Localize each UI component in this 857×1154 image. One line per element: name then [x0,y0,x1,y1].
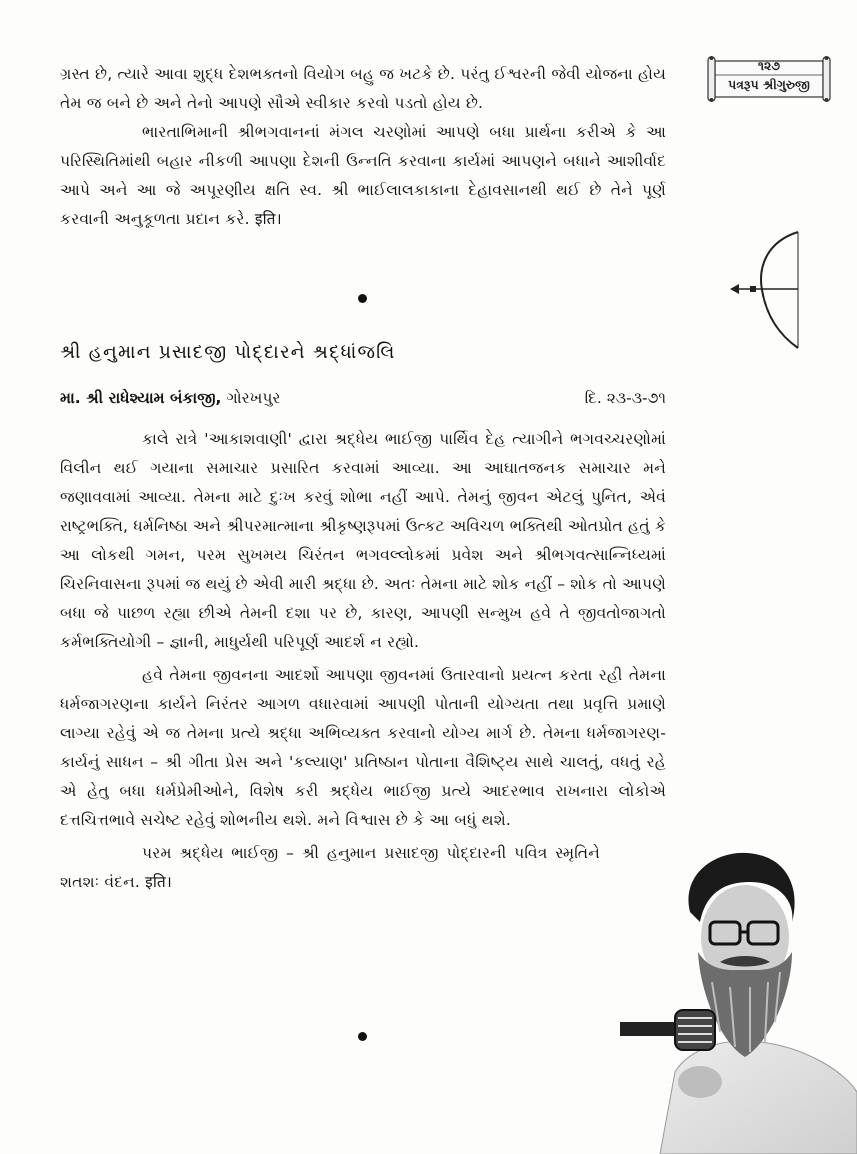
author-name: મા. શ્રી રાધેશ્યામ બંકાજી, [60,389,222,407]
continued-section [60,60,666,234]
guruji-photo [620,842,857,1154]
article-paragraph: હવે તેમના જીવનના આદર્શો આપણા જીવનમાં ઉતારવાનો પ્રયત્ન કરતા રહી તેમના ધર્મજાગરણના કાર્યને નિરંતર આગળ વધારવામાં આપણી પોતાની યોગ્યતા તથા પ્રવૃત્તિ પ્રમાણે લાગ્યા રહેવું એ જ તેમના પ્રત્યે શ્રદ્ધા અભિવ્યક્ત કરવાનો યોગ્ય માર્ગ છે. તેમના ધર્મજાગરણ-કાર્યનું સાધન – શ્રી ગીતા પ્રેસ અને 'કલ્યાણ' પ્રતિષ્ઠાન પોતાના વૈશિષ્ટ્ય સાથે ચાલતું, વધતું રહે એ હેતુ બધા ધર્મપ્રેમીઓને, વિશેષ કરી શ્રદ્ધેય ભાઈજી પ્રત્યે આદરભાવ રાખનારા લોકોએ દત્તચિત્તભાવે સચેષ્ટ રહેવું શોભનીય થશે. મને વિશ્વાસ છે કે આ બધું થશે. [60,666,666,829]
book-title: પત્રરૂપ શ્રીગુરુજી [728,77,810,92]
author-line [60,389,280,408]
prayer-paragraph: ભારતાભિમાની શ્રીભગવાનનાં મંગલ ચરણોમાં આપણે બધા પ્રાર્થના કરીએ કે આ પરિસ્થિતિમાંથી બહાર નીકળી આપણા દેશની ઉન્નતિ કરવાના કાર્યમાં આપણને બધાને આશીર્વાદ આપે અને આ જે અપૂરણીય ક્ષતિ સ્વ. શ્રી ભાઈલાલકાકાના દેહાવસાનથી થઈ છે તેને પૂર્ણ કરવાની અનુકૂળતા પ્રદાન કરે. इति। [60,123,666,228]
article-title: શ્રી હનુમાન પ્રસાદજી પોદ્દારને શ્રદ્ધાંજલિ [60,342,396,363]
continued-paragraph: ગ્રસ્ત છે, ત્યારે આવા શુદ્ધ દેશભક્તનો વિયોગ બહુ જ ખટકે છે. પરંતુ ઈશ્વરની જેવી યોજના હોય તેમ જ બને છે અને તેનો આપણે સૌએ સ્વીકાર કરવો પડતો હોય છે. [60,65,666,112]
section-divider-bullet [358,294,367,303]
page-number: ૧૨૭ [757,58,781,73]
page-badge [705,55,833,103]
article-paragraph: પરમ શ્રદ્ધેય ભાઈજી – શ્રી હનુમાન પ્રસાદજી પોદ્દારની પવિત્ર સ્મૃતિને શતશઃ વંદન. इति। [60,844,600,891]
letter-date: દિ. ૨૩-૩-૭૧ [584,389,666,407]
bow-arrow-icon [726,228,806,352]
article-body [60,425,666,897]
author-place: ગોરખપુર [226,389,281,407]
end-bullet [358,1032,367,1041]
article-paragraph: કાલે રાત્રે 'આકાશવાણી' દ્વારા શ્રદ્ધેય ભાઈજી પાર્થિવ દેહ ત્યાગીને ભગવચ્ચરણોમાં વિલીન થઈ ગયાના સમાચાર પ્રસારિત કરવામાં આવ્યા. આ આઘાતજનક સમાચાર મને જણાવવામાં આવ્યા. તેમના માટે દુઃખ કરવું શોભા નહીં આપે. તેમનું જીવન એટલું પુનિત, એવં રાષ્ટ્રભક્તિ, ધર્મનિષ્ઠા અને શ્રીપરમાત્માના શ્રીકૃષ્ણરૂપમાં ઉત્કટ અવિચળ ભક્તિથી ઓતપ્રોત હતું કે આ લોકથી ગમન, પરમ સુખમય ચિરંતન ભગવલ્લોકમાં પ્રવેશ અને શ્રીભગવત્સાન્નિધ્યમાં ચિરનિવાસના રૂપમાં જ થયું છે એવી મારી શ્રદ્ધા છે. અતઃ તેમના માટે શોક નહીં – શોક તો આપણે બધા જે પાછળ રહ્યા છીએ તેમની દશા પર છે, કારણ, આપણી સન્મુખ હવે તે જીવતોજાગતો કર્મભક્તિયોગી – જ્ઞાની, માધુર્યથી પરિપૂર્ણ આદર્શ ન રહ્યો. [60,430,666,651]
byline [60,389,666,408]
